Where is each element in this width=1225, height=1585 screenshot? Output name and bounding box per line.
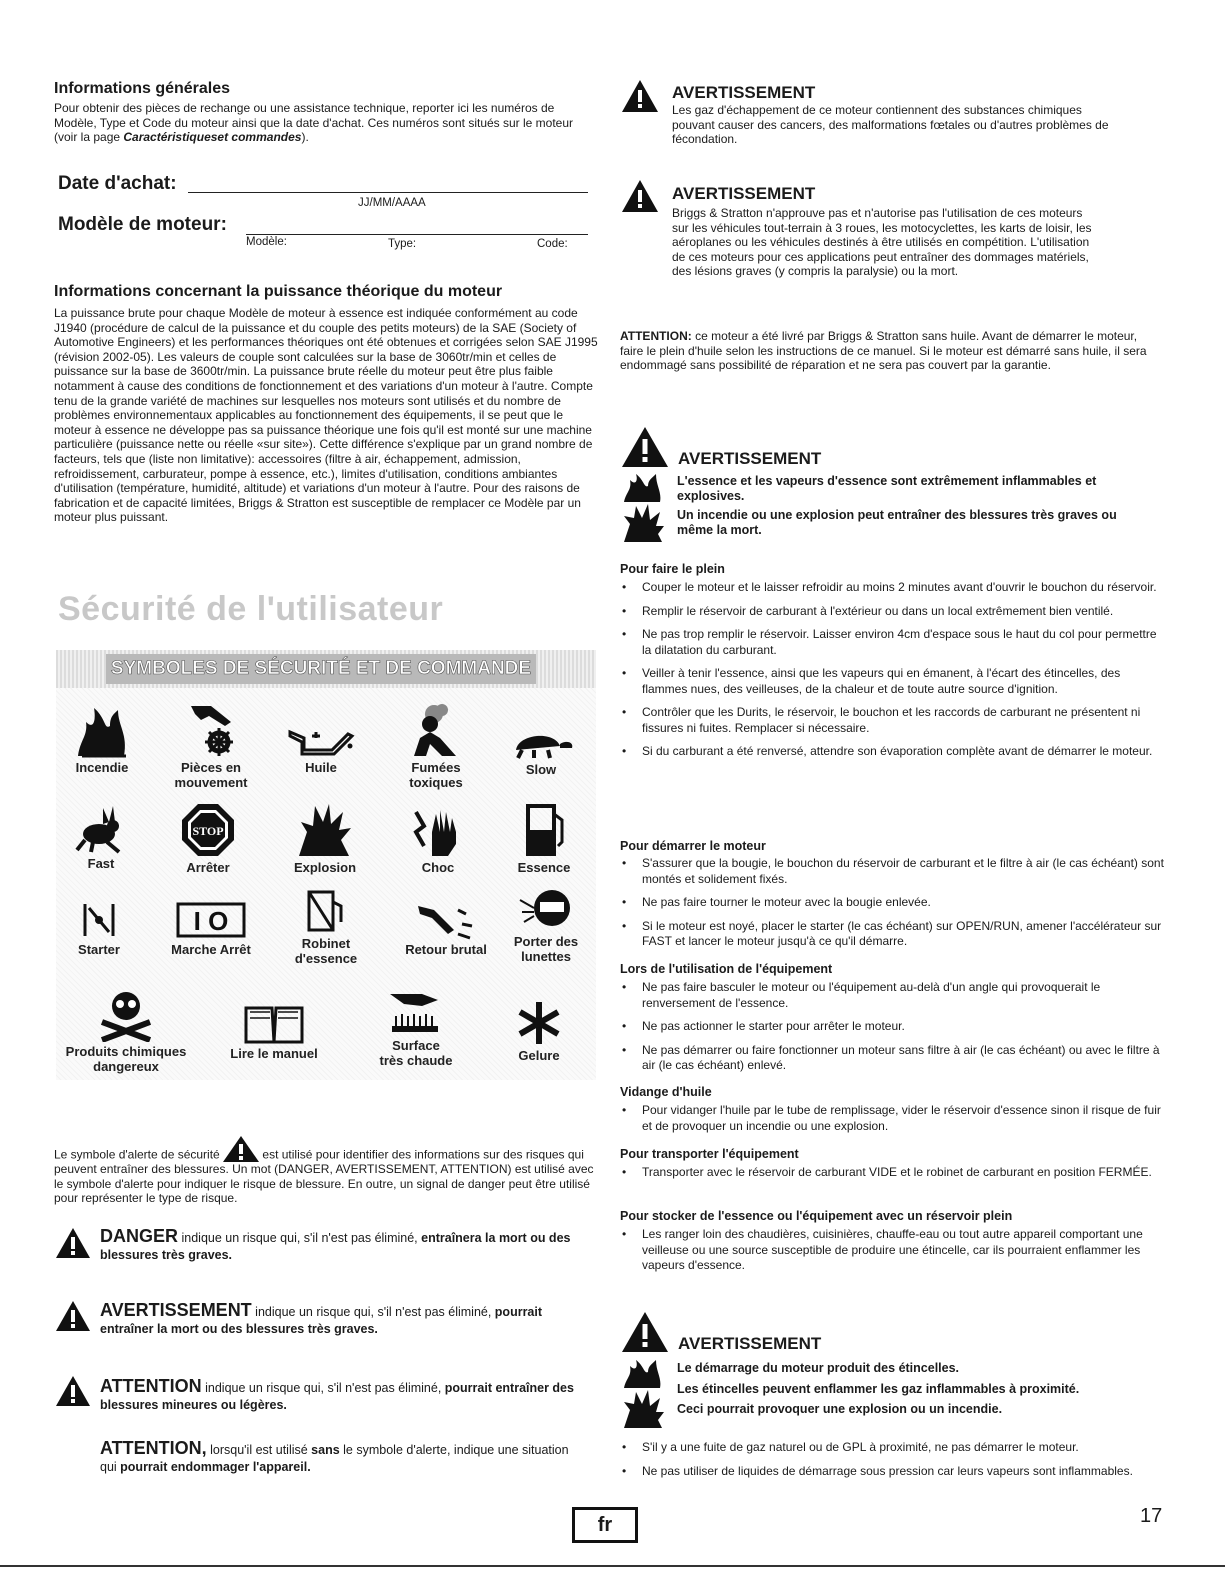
- power-title: Informations concernant la puissance théorique du moteur: [54, 283, 503, 300]
- toxic-fumes-icon: [408, 702, 464, 758]
- electric-shock-icon: [410, 802, 466, 858]
- language-tab: fr: [572, 1507, 638, 1543]
- warning-1-text: Les gaz d'échappement de ce moteur contiennent des substances chimiques pouvant causer des cancers, des malformations fœtales ou d'autres problèmes de fécondation.: [672, 103, 1109, 147]
- skull-crossbones-icon: [96, 986, 156, 1042]
- list-item: • Ne pas faire basculer le moteur ou l'équipement au-delà d'un angle qui provoquerait le renversement de l'essence.: [622, 980, 1167, 1011]
- symbol-choke: Starter: [59, 900, 139, 957]
- symbol-fire: Incendie: [62, 702, 142, 775]
- alert-triangle-icon: [622, 1312, 668, 1352]
- svg-text:STOP: STOP: [192, 824, 224, 838]
- symbol-slow: Slow: [501, 726, 581, 777]
- warning-4-title: AVERTISSEMENT: [678, 1334, 822, 1353]
- symbol-fast: Fast: [61, 802, 141, 871]
- warning-4-list: [622, 1440, 1167, 1487]
- symbol-hot-surface: Surface très chaude: [371, 986, 461, 1068]
- list-item: • Ne pas utiliser de liquides de démarrage sous pression car leurs vapeurs sont inflammables.: [622, 1464, 1167, 1480]
- symbol-fuel: Essence: [504, 802, 584, 875]
- attention-note: ATTENTION: ce moteur a été livré par Briggs & Stratton sans huile. Avant de démarrer le moteur, faire le plein d'huile selon les instructions de ce manuel. Si le moteur est démarré sans huile, il sera endommagé sans possibilité de réparation et ne sera pas couvert par la garantie.: [620, 329, 1147, 373]
- alert-triangle-icon: [622, 427, 668, 467]
- list-item: • Ne pas faire tourner le moteur avec la bougie enlevée.: [622, 895, 1167, 911]
- general-info-text: Pour obtenir des pièces de rechange ou une assistance technique, reporter ici les numéros de Modèle, Type et Code du moteur ainsi que la date d'achat. Ces numéros sont situés sur le moteur (voir la page Caractéristiqueset commandes).: [54, 101, 574, 145]
- hot-surface-icon: [386, 986, 446, 1036]
- page-number: 17: [1140, 1505, 1163, 1527]
- power-text: La puissance brute pour chaque Modèle de moteur à essence est indiquée conformément au code J1940 (procédure de calcul de la puissance et du couple des petits moteurs) de la SAE (Society of Automotive Engineers) et les performances théoriques ont été obtenues et corrigées selon SAE J1995 (révision 2002-05). Les valeurs de couple sont calculées sur la base de 3060tr/min et celles de puissance sur la base de 3600tr/min. La puissance brute réelle du moteur peut être plus faible notamment à cause des conditions de fonctionnement et des variations d'un moteur à l'autre. Compte tenu de la grande variété de machines sur lesquelles nos moteurs sont utilisés et du nombre de problèmes environnementaux applicables au fonctionnement des équipements, il se peut que le moteur à essence ne développe pas sa puissance théorique une fois qu'il est monté sur une machine particulière (puissance nette ou réelle «sur site»). Cette différence s'explique par un grand nombre de facteurs, tels que (liste non limitative): accessoires (filtre à air, échappement, admission, refroidissement, carburateur, pompe à essence, etc.), limites d'utilisation, conditions ambiantes d'utilisation (température, humidité, altitude) et variations d'un moteur à l'autre. Pour des raisons de fabrication et de capacité limitées, Briggs & Stratton est susceptible de remplacer ce Modèle par un moteur plus puissant.: [54, 306, 598, 525]
- safety-goggles-icon: [518, 886, 574, 932]
- on-off-icon: [176, 900, 246, 940]
- open-book-icon: [242, 1002, 306, 1044]
- symbol-manual: Lire le manuel: [214, 1002, 334, 1061]
- engine-model-line[interactable]: [246, 234, 588, 235]
- list-item: • Veiller à tenir l'essence, ainsi que les vapeurs qui en émanent, à l'écart des étincelles, des flammes nues, des veilleuses, de la chaleur et de toute autre source d'ignition.: [622, 666, 1167, 697]
- general-info-title: Informations générales: [54, 80, 231, 97]
- symbol-oil: Huile: [281, 718, 361, 775]
- symbols-header: SYMBOLES DE SÉCURITÉ ET DE COMMANDE: [106, 654, 536, 684]
- safety-title: Sécurité de l'utilisateur: [58, 590, 444, 628]
- symbol-on-off: I O Marche Arrêt: [156, 900, 266, 957]
- store-list: [622, 1227, 1167, 1282]
- symbol-frostbite: Gelure: [499, 1000, 579, 1063]
- list-item: • Couper le moteur et le laisser refroidir au moins 2 minutes avant d'ouvrir le bouchon du réservoir.: [622, 580, 1167, 596]
- danger-definition: DANGER indique un risque qui, s'il n'est pas éliminé, entraînera la mort ou des blessures très graves.: [100, 1226, 571, 1262]
- fire-explosion-icon: [622, 1358, 664, 1428]
- list-item: • Si le moteur est noyé, placer le starter (le cas échéant) sur OPEN/RUN, amener l'accélérateur sur FAST et lancer le moteur jusqu'à ce qu'il démarre.: [622, 919, 1167, 950]
- use-title: Lors de l'utilisation de l'équipement: [620, 962, 833, 976]
- moving-parts-icon: [181, 702, 241, 758]
- bottom-rule: [0, 1565, 1225, 1567]
- warning-3-line-2: Un incendie ou une explosion peut entraîner des blessures très graves ou même la mort.: [677, 508, 1117, 537]
- explosion-icon: [297, 802, 353, 858]
- warning-2-title: AVERTISSEMENT: [672, 184, 816, 203]
- warning-3-title: AVERTISSEMENT: [678, 449, 822, 468]
- use-list: [622, 980, 1167, 1082]
- fire-icon: [74, 702, 130, 758]
- rabbit-icon: [73, 802, 129, 854]
- list-item: • Contrôler que les Durits, le réservoir, le bouchon et les raccords de carburant ne présentent ni fissures ni fuites. Remplacer si nécessaire.: [622, 705, 1167, 736]
- fill-title: Pour faire le plein: [620, 562, 725, 576]
- symbol-goggles: Porter des lunettes: [501, 886, 591, 964]
- list-item: • Transporter avec le réservoir de carburant VIDE et le robinet de carburant en position FERMÉE.: [622, 1165, 1167, 1181]
- purchase-date-label: Date d'achat:: [58, 173, 177, 194]
- warning-definition: AVERTISSEMENT indique un risque qui, s'il n'est pas éliminé, pourrait entraîner la mort ou des blessures très graves.: [100, 1300, 543, 1336]
- fuel-valve-icon: [303, 888, 349, 934]
- transport-title: Pour transporter l'équipement: [620, 1147, 799, 1161]
- list-item: • Ne pas actionner le starter pour arrêter le moteur.: [622, 1019, 1167, 1035]
- list-item: • Pour vidanger l'huile par le tube de remplissage, vider le réservoir d'essence sinon il risque de fuir et de provoquer un incendie ou une explosion.: [622, 1103, 1167, 1134]
- list-item: • Les ranger loin des chaudières, cuisinières, chauffe-eau ou tout autre appareil comportant une veilleuse ou une source susceptible de produire une étincelle, car ils pourraient enflammer les vapeurs d'essence.: [622, 1227, 1167, 1274]
- warning-4-line-1: Le démarrage du moteur produit des étincelles.: [677, 1361, 960, 1375]
- symbol-kickback: Retour brutal: [396, 900, 496, 957]
- list-item: • Si du carburant a été renversé, attendre son évaporation complète avant de démarrer le moteur.: [622, 744, 1167, 760]
- alert-triangle-icon: [622, 80, 658, 112]
- list-item: • S'il y a une fuite de gaz naturel ou de GPL à proximité, ne pas démarrer le moteur.: [622, 1440, 1167, 1456]
- oil-can-icon: [286, 718, 356, 758]
- turtle-icon: [506, 726, 576, 760]
- symbols-band: [56, 650, 596, 688]
- symbol-stop: STOP Arrêter: [168, 802, 248, 875]
- caution-definition: ATTENTION indique un risque qui, s'il n'est pas éliminé, pourrait entraîner des blessures mineures ou légères.: [100, 1376, 574, 1412]
- snowflake-icon: [516, 1000, 562, 1046]
- choke-icon: [79, 900, 119, 940]
- symbol-toxic-fumes: Fumées toxiques: [396, 702, 476, 790]
- type-sub: Type:: [388, 238, 417, 250]
- start-title: Pour démarrer le moteur: [620, 839, 766, 853]
- symbol-moving-parts: Pièces en mouvement: [156, 702, 266, 790]
- svg-text:I O: I O: [193, 906, 229, 936]
- symbol-fuel-valve: Robinet d'essence: [281, 888, 371, 966]
- warning-2-text: Briggs & Stratton n'approuve pas et n'autorise pas l'utilisation de ces moteurs sur les véhicules tout-terrain à 3 roues, les motocyclettes, les karts de loisir, les aéroplanes ou les véhicules destinés à être utilisés en compétition. L'utilisation de ces moteurs pour ces applications peut entraîner des dommages matériels, des lésions graves (y compris la paralysie) ou la mort.: [672, 206, 1092, 279]
- fill-list: [622, 580, 1167, 768]
- purchase-date-line[interactable]: [188, 192, 588, 193]
- list-item: • Remplir le réservoir de carburant à l'extérieur ou dans un local extrêmement bien ventilé.: [622, 604, 1167, 620]
- drain-title: Vidange d'huile: [620, 1085, 712, 1099]
- kickback-icon: [414, 900, 478, 940]
- stop-sign-icon: [180, 802, 236, 858]
- store-title: Pour stocker de l'essence ou l'équipement avec un réservoir plein: [620, 1209, 1013, 1223]
- alert-triangle-icon: [622, 180, 658, 212]
- start-list: [622, 856, 1167, 958]
- symbols-panel: [56, 650, 596, 1080]
- alert-triangle-icon: [223, 1136, 259, 1162]
- transport-list: [622, 1165, 1167, 1189]
- warning-1-title: AVERTISSEMENT: [672, 83, 816, 102]
- fuel-pump-icon: [516, 802, 572, 858]
- engine-model-label: Modèle de moteur:: [58, 214, 227, 235]
- drain-list: [622, 1103, 1167, 1142]
- fire-explosion-icon: [622, 472, 664, 542]
- list-item: • S'assurer que la bougie, le bouchon du réservoir de carburant et le filtre à air (le cas échéant) sont montés et solidement fixés.: [622, 856, 1167, 887]
- list-item: • Ne pas trop remplir le réservoir. Laisser environ 4cm d'espace sous le haut du col pour permettre la dilatation du carburant.: [622, 627, 1167, 658]
- symbol-shock: Choc: [398, 802, 478, 875]
- alert-triangle-icon: [56, 1376, 90, 1406]
- warning-4-line-3: Ceci pourrait provoquer une explosion ou un incendie.: [677, 1402, 1003, 1416]
- model-sub: Modèle:: [246, 236, 287, 248]
- alert-triangle-icon: [56, 1228, 90, 1258]
- warning-3-line-1: L'essence et les vapeurs d'essence sont extrêmement inflammables et explosives.: [677, 474, 1097, 503]
- caution-no-alert-definition: ATTENTION, lorsqu'il est utilisé sans le symbole d'alerte, indique une situation qui pourrait endommager l'appareil.: [100, 1438, 569, 1474]
- code-sub: Code:: [537, 238, 568, 250]
- alert-triangle-icon: [56, 1301, 90, 1331]
- symbol-explosion: Explosion: [282, 802, 368, 875]
- warning-4-line-2: Les étincelles peuvent enflammer les gaz inflammables à proximité.: [677, 1382, 1080, 1396]
- list-item: • Ne pas démarrer ou faire fonctionner un moteur sans filtre à air (le cas échéant) ou avec le filtre à air (le cas échéant) enlevé.: [622, 1043, 1167, 1074]
- symbol-chemicals: Produits chimiques dangereux: [56, 986, 196, 1074]
- alert-legend: Le symbole d'alerte de sécurité est utilisé pour identifier des informations sur des risques qui peuvent entraîner des blessures. Un mot (DANGER, AVERTISSEMENT, ATTENTION) est utilisé avec le symbole d'alerte pour indiquer le risque de blessure. En outre, un signal de danger peut être utilisé pour représenter le type de risque.: [54, 1136, 594, 1206]
- date-format: JJ/MM/AAAA: [358, 197, 426, 209]
